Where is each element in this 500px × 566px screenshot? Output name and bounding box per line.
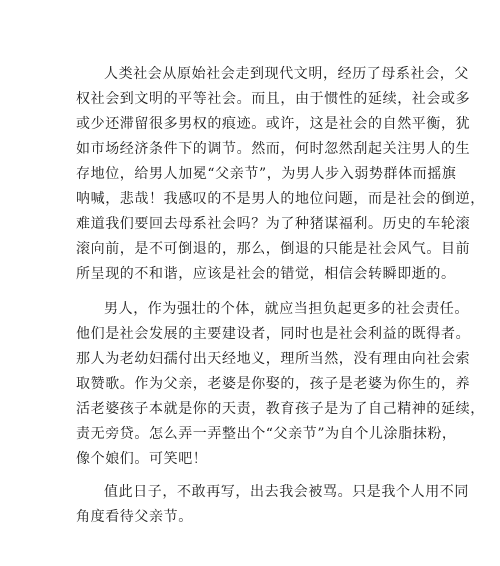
paragraph-1 bbox=[76, 62, 485, 287]
text-line: 男人，作为强壮的个体，就应当担负起更多的社会责任。 bbox=[104, 301, 469, 317]
paragraph-spacer bbox=[76, 287, 436, 297]
text-line: 存地位，给男人加冕“父亲节”，为男人步入弱势群体而摇旗 bbox=[76, 166, 457, 182]
paragraph-2 bbox=[76, 297, 485, 472]
text-line: 滚向前，是不可倒退的，那么，倒退的只能是社会风气。目前 bbox=[76, 241, 471, 257]
text-line: 角度看待父亲节。 bbox=[76, 509, 193, 525]
paragraph-spacer bbox=[76, 472, 436, 480]
text-line: 那人为老幼妇孺付出天经地义，理所当然，没有理由向社会索 bbox=[76, 351, 471, 367]
paragraph-3 bbox=[76, 480, 469, 530]
text-line: 所呈现的不和谐，应该是社会的错觉，相信会转瞬即逝的。 bbox=[76, 266, 456, 282]
text-line: 活老婆孩子本就是你的天责，教育孩子是为了自己精神的延续， bbox=[76, 401, 485, 417]
text-line: 呐喊，悲哉！我感叹的不是男人的地位问题，而是社会的倒逆， bbox=[76, 191, 485, 207]
article-body bbox=[76, 62, 485, 530]
text-line: 值此日子，不敢再写，出去我会被骂。只是我个人用不同 bbox=[104, 484, 469, 500]
text-line: 取赞歌。作为父亲，老婆是你娶的，孩子是老婆为你生的，养 bbox=[76, 376, 471, 392]
text-line: 或少还滞留很多男权的痕迹。或许，这是社会的自然平衡，犹 bbox=[76, 116, 471, 132]
text-line: 权社会到文明的平等社会。而且，由于惯性的延续，社会或多 bbox=[76, 91, 471, 107]
text-line: 像个娘们。可笑吧！ bbox=[76, 451, 208, 467]
text-line: 他们是社会发展的主要建设者，同时也是社会利益的既得者。 bbox=[76, 326, 471, 342]
text-line: 责无旁贷。怎么弄一弄整出个“父亲节”为自个儿涂脂抹粉， bbox=[76, 426, 457, 442]
text-line: 人类社会从原始社会走到现代文明，经历了母系社会，父 bbox=[104, 66, 469, 82]
text-line: 难道我们要回去母系社会吗？为了种猪谋福利。历史的车轮滚 bbox=[76, 216, 471, 232]
text-line: 如市场经济条件下的调节。然而，何时忽然刮起关注男人的生 bbox=[76, 141, 471, 157]
